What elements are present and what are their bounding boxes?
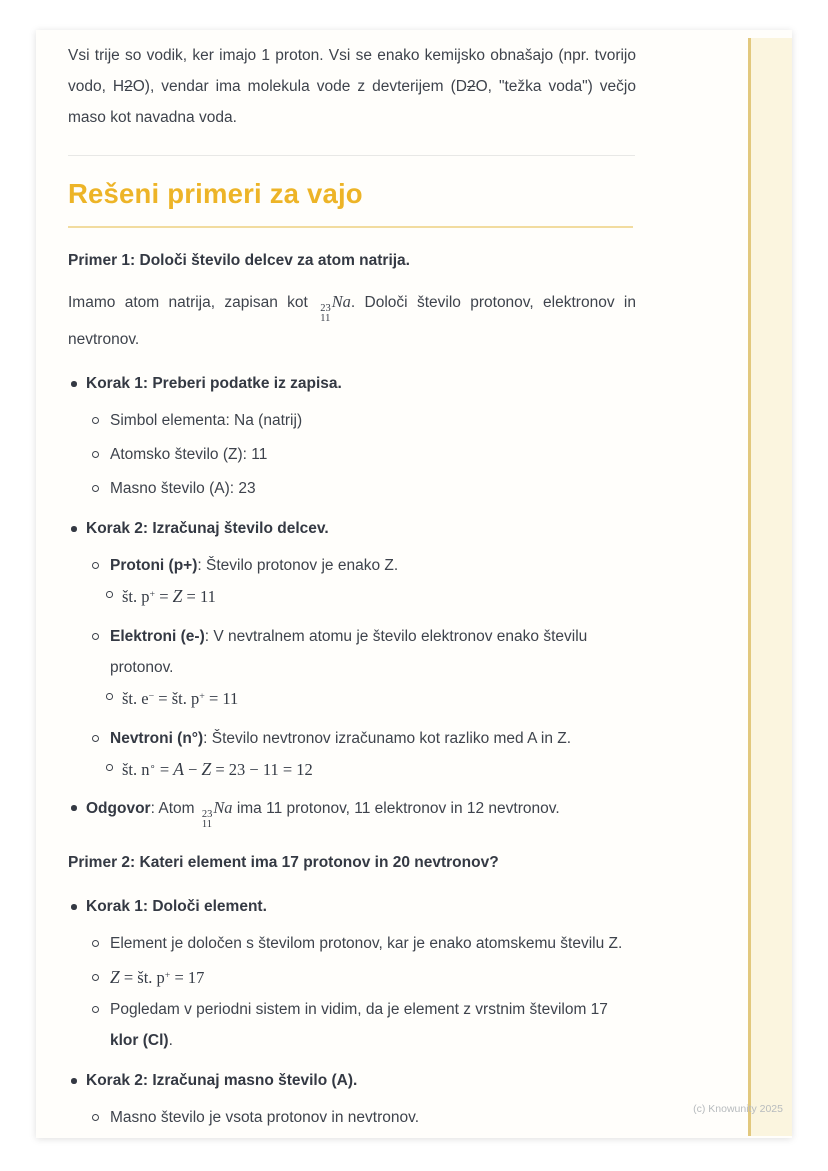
list-item-protoni [86,550,636,610]
substep-text: Nevtroni (n°): Število nevtronov izračunamo kot razliko med A in Z. [110,730,572,747]
section-divider [68,155,635,156]
substep-text: Elektroni (e-): V nevtralnem atomu je število elektronov enako številu protonov. [110,628,588,676]
document-page [36,30,792,1138]
substep-text: Protoni (p+): Število protonov je enako Z. [110,557,399,574]
list-item: Pogledam v periodni sistem in vidim, da je element z vrstnim številom 17 klor (Cl). [86,994,636,1056]
decorative-margin-band [748,38,792,1136]
document-content [68,38,636,1133]
step-item-korak1 [68,891,636,1056]
step-label: Korak 2: Izračunaj število delcev. [86,520,329,537]
step-label: Korak 1: Preberi podatke iz zapisa. [86,375,342,392]
list-item: Masno število je vsota protonov in nevtronov. [86,1102,636,1133]
example-2-step-list [68,891,636,1133]
substep-list [86,550,636,783]
intro-paragraph: Vsi trije so vodik, ker imajo 1 proton. Vsi se enako kemijsko obnašajo (npr. tvorijo vodo, H2O), vendar ima molekula vode z devterijem (D2O, "težka voda") večjo maso kot navadna voda. [68,47,636,126]
copyright-watermark: (c) Knowunity 2025 [693,1103,783,1115]
substep-list [86,928,636,1056]
step-label: Korak 2: Izračunaj masno število (A). [86,1072,358,1089]
example-1-step-list [68,368,636,830]
formula-list [110,683,636,712]
list-item: Masno število (A): 23 [86,473,636,504]
formula-list [110,581,636,610]
substep-list [86,405,636,504]
formula: št. n∘ = A − Z = 23 − 11 = 12 [110,754,636,783]
list-item-elektroni [86,621,636,712]
answer-item: Odgovor: Atom 23 11 Na ima 11 protonov, 11 elektronov in 12 nevtronov. [68,792,636,830]
list-item: Simbol elementa: Na (natrij) [86,405,636,436]
substep-list [86,1102,636,1133]
list-item-nevtroni [86,723,636,783]
example-2-title: Primer 2: Kateri element ima 17 protonov in 20 nevtronov? [68,854,499,871]
formula: št. p+ = Z = 11 [110,581,636,610]
step-item-korak2 [68,1065,636,1133]
list-item: Atomsko število (Z): 11 [86,439,636,470]
list-item: Element je določen s številom protonov, kar je enako atomskemu številu Z. [86,928,636,959]
step-label: Korak 1: Določi element. [86,898,267,915]
formula-list [110,754,636,783]
formula: Z = št. p+ = 17 [86,962,636,991]
section-heading: Rešeni primeri za vajo [68,177,633,228]
example-1-title: Primer 1: Določi število delcev za atom natrija. [68,252,410,269]
step-item-korak2 [68,513,636,783]
formula: št. e− = št. p+ = 11 [110,683,636,712]
step-item-korak1 [68,368,636,504]
example-1-lead: Imamo atom natrija, zapisan kot 23 11 Na. Določi število protonov, elektronov in nevtronov. [68,292,636,348]
